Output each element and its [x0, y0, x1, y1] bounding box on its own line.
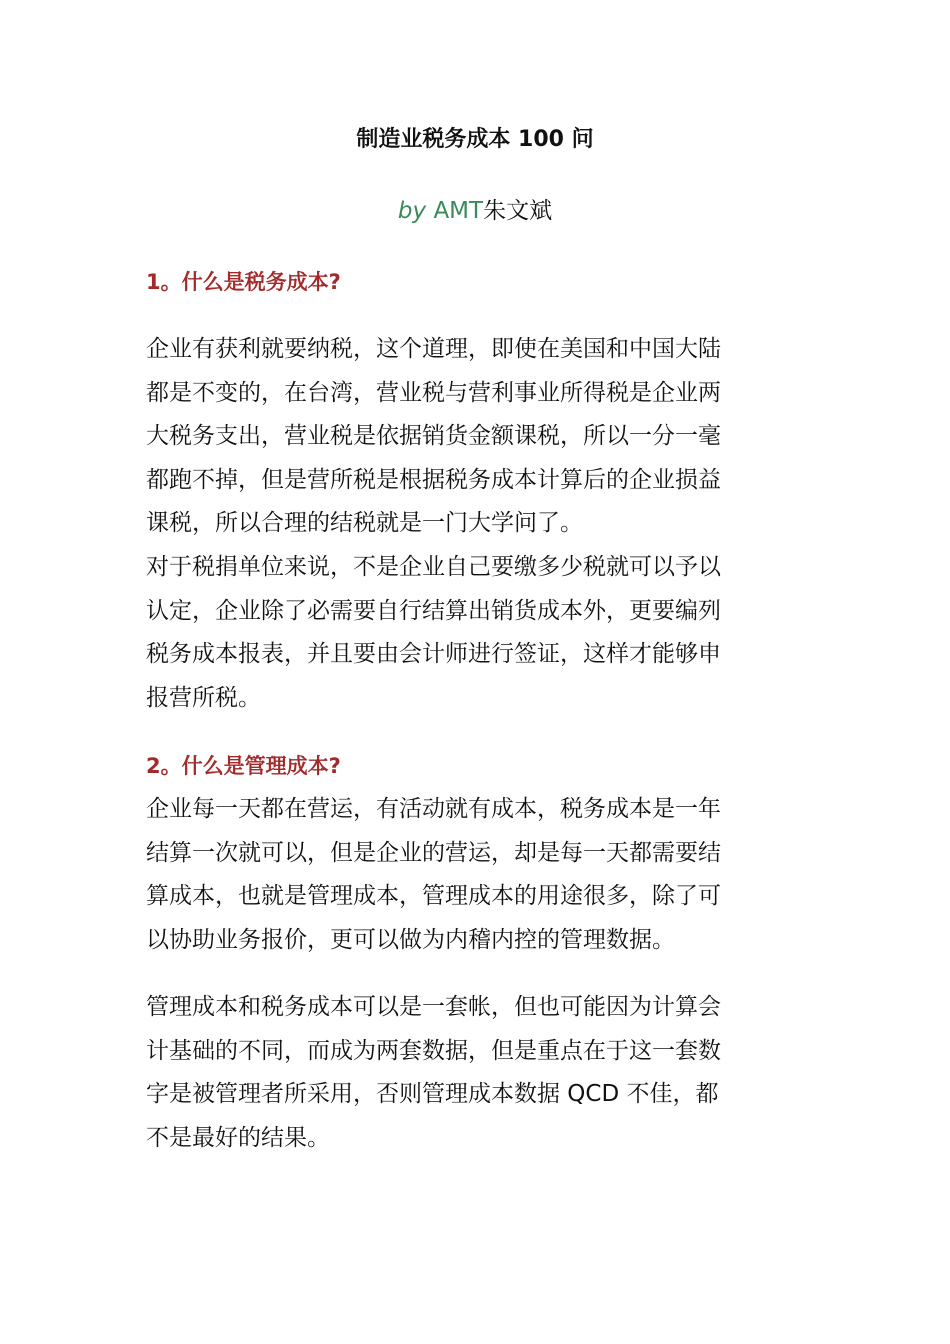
byline-author: 朱文斌 — [483, 198, 553, 224]
text-line: 管理成本和税务成本可以是一套帐，但也可能因为计算会 — [146, 994, 721, 1020]
text-line: 以协助业务报价，更可以做为内稽内控的管理数据。 — [146, 926, 675, 953]
text-line: 结算一次就可以，但是企业的营运，却是每一天都需要结 — [146, 839, 721, 866]
text-line: 计基础的不同，而成为两套数据，但是重点在于这一套数 — [146, 1037, 721, 1064]
text-line: 税务成本报表，并且要由会计师进行签证，这样才能够申 — [146, 641, 721, 668]
byline-org: AMT — [433, 198, 484, 224]
section-1-paragraph-1 — [146, 328, 806, 546]
byline-by: by — [397, 198, 427, 224]
section-2-paragraph-2 — [146, 986, 806, 1160]
text-line: 课税，所以合理的结税就是一门大学问了。 — [146, 510, 583, 537]
section-2-paragraph-1 — [146, 788, 806, 962]
section-2-heading: 2。什么是管理成本? — [146, 754, 341, 778]
section-1-heading: 1。什么是税务成本? — [146, 270, 341, 294]
text-line: 对于税捐单位来说，不是企业自己要缴多少税就可以予以 — [146, 554, 721, 580]
text-line: 企业有获利就要纳税，这个道理，即使在美国和中国大陆 — [146, 336, 721, 362]
byline — [0, 194, 950, 228]
text-line: 报营所税。 — [146, 684, 261, 711]
text-line: 都跑不掉，但是营所税是根据税务成本计算后的企业损益 — [146, 466, 721, 493]
section-1-paragraph-2 — [146, 546, 806, 720]
text-line: 不是最好的结果。 — [146, 1124, 330, 1151]
text-line: 大税务支出，营业税是依据销货金额课税，所以一分一毫 — [146, 423, 721, 450]
text-line: 字是被管理者所采用，否则管理成本数据 QCD 不佳，都 — [146, 1081, 719, 1108]
text-line: 企业每一天都在营运，有活动就有成本，税务成本是一年 — [146, 796, 721, 822]
text-line: 算成本，也就是管理成本，管理成本的用途很多，除了可 — [146, 883, 721, 910]
text-line: 认定，企业除了必需要自行结算出销货成本外，更要编列 — [146, 597, 721, 624]
text-line: 都是不变的，在台湾，营业税与营利事业所得税是企业两 — [146, 379, 721, 406]
document-title: 制造业税务成本 100 问 — [356, 127, 594, 152]
